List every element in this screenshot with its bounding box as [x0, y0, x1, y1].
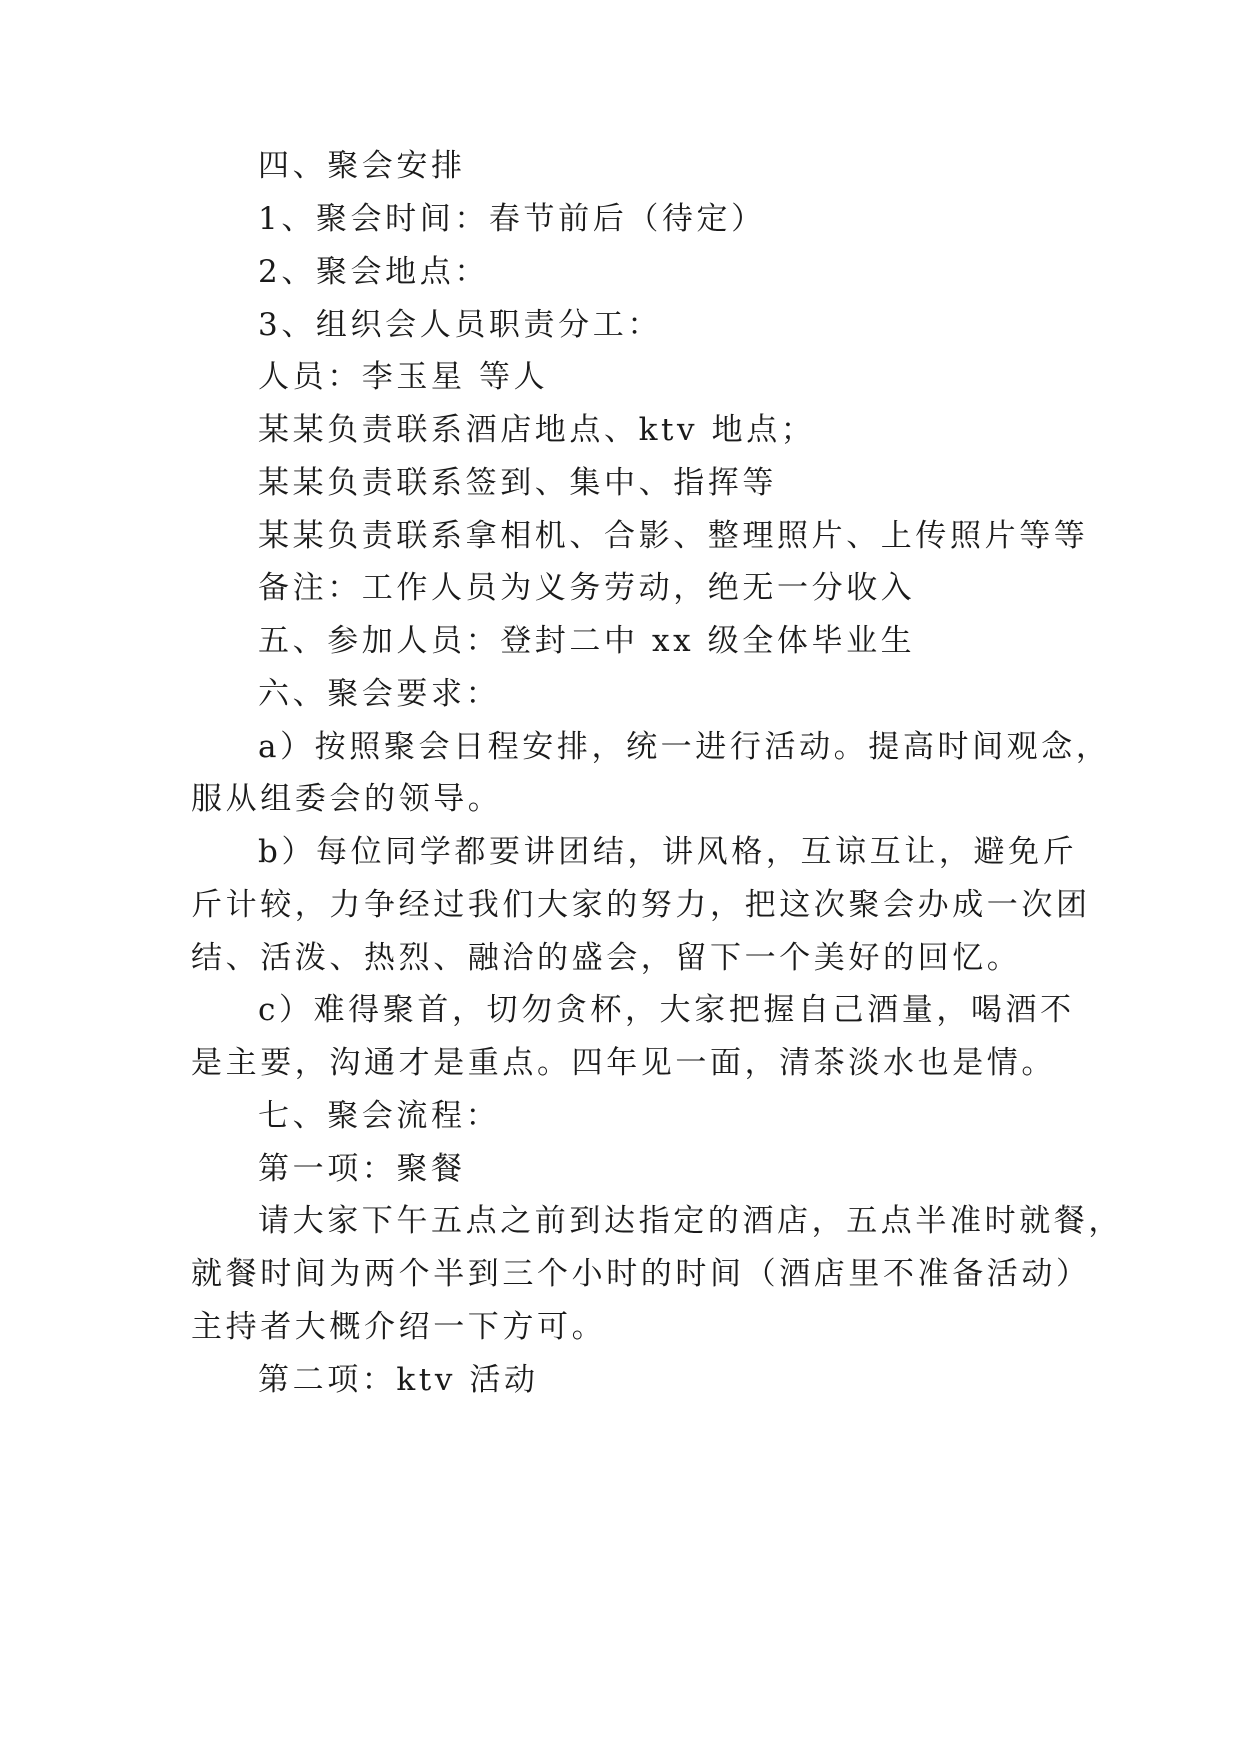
list-item: 1、聚会时间：春节前后（待定） — [258, 201, 766, 237]
paragraph-line: c）难得聚首，切勿贪杯，大家把握自己酒量，喝酒不 — [258, 992, 1075, 1028]
paragraph-line: 结、活泼、热烈、融洽的盛会，留下一个美好的回忆。 — [191, 940, 1022, 976]
paragraph-line: 就餐时间为两个半到三个小时的时间（酒店里不准备活动） — [191, 1256, 1091, 1292]
paragraph-line: 是主要，沟通才是重点。四年见一面，清茶淡水也是情。 — [191, 1045, 1056, 1081]
paragraph-line: 主持者大概介绍一下方可。 — [191, 1309, 607, 1345]
list-item: 3、组织会人员职责分工： — [258, 307, 662, 343]
list-item: 2、聚会地点： — [258, 254, 489, 290]
paragraph-line: b）每位同学都要讲团结，讲风格，互谅互让，避免斤 — [258, 834, 1078, 870]
text-line: 某某负责联系签到、集中、指挥等 — [258, 465, 777, 501]
paragraph-line: a）按照聚会日程安排，统一进行活动。提高时间观念， — [258, 729, 1111, 765]
paragraph-line: 请大家下午五点之前到达指定的酒店，五点半准时就餐， — [258, 1203, 1123, 1239]
text-line: 备注：工作人员为义务劳动，绝无一分收入 — [258, 570, 916, 606]
subsection-heading: 第一项：聚餐 — [258, 1151, 466, 1187]
text-line: 人员：李玉星 等人 — [258, 359, 549, 395]
text-line: 某某负责联系拿相机、合影、整理照片、上传照片等等 — [258, 518, 1089, 554]
section-heading: 四、聚会安排 — [258, 148, 466, 184]
text-line: 某某负责联系酒店地点、ktv 地点； — [258, 412, 816, 448]
section-heading: 七、聚会流程： — [258, 1098, 501, 1134]
paragraph-line: 斤计较，力争经过我们大家的努力，把这次聚会办成一次团 — [191, 887, 1091, 923]
paragraph-line: 服从组委会的领导。 — [191, 781, 503, 817]
section-heading: 五、参加人员：登封二中 xx 级全体毕业生 — [258, 623, 916, 659]
section-heading: 六、聚会要求： — [258, 676, 501, 712]
subsection-heading: 第二项：ktv 活动 — [258, 1362, 539, 1398]
